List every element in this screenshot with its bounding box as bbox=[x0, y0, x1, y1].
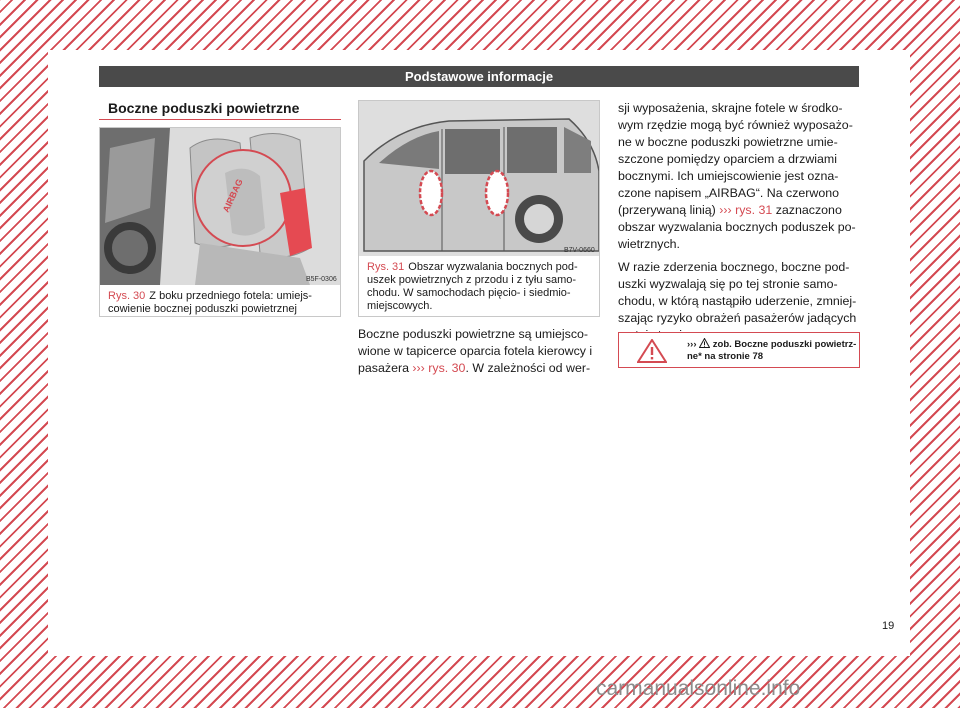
page-number: 19 bbox=[882, 620, 895, 632]
figure-31 bbox=[358, 100, 600, 317]
warning-text bbox=[687, 338, 857, 363]
ref-arrow: ››› bbox=[412, 361, 425, 375]
right-p1-start: sji wyposażenia, skrajne fotele w środko-wym rzędzie mogą być również wyposażo-ne w boczne poduszki powietrzne umie-szczone pomiędzy oparciem a drzwiami bocznymi. Ich umiejscowienie jest ozna-czone napisem „AIRBAG“. Na czerwono (przerywaną linią) bbox=[618, 101, 853, 217]
small-warning-icon bbox=[699, 338, 710, 348]
right-column bbox=[618, 100, 860, 350]
figure-31-image bbox=[359, 101, 599, 256]
warning-box bbox=[618, 332, 860, 368]
figure-30-ref: Rys. 30 bbox=[108, 290, 146, 302]
right-p1-end: zaznaczono obszar wyzwalania bocznych poduszek po-wietrznych. bbox=[618, 203, 856, 251]
figure-31-ref: Rys. 31 bbox=[367, 261, 405, 273]
warning-arrow: ››› bbox=[687, 339, 697, 350]
figure-30-caption-text: Z boku przedniego fotela: umiejs-cowienie bocznej poduszki powietrznej bbox=[108, 290, 312, 315]
figure-30-caption bbox=[108, 290, 336, 316]
figure-31-code: B7V-0660 bbox=[564, 247, 595, 254]
watermark: carmanualsonline.info bbox=[596, 677, 801, 700]
warning-link[interactable]: zob. Boczne poduszki powietrz-ne* na stronie 78 bbox=[687, 339, 857, 362]
figure-30 bbox=[99, 127, 341, 317]
middle-text-start: Boczne poduszki powietrzne są umiejsco-wione w tapicerce oparcia fotela kierowcy i pasażera bbox=[358, 327, 593, 375]
middle-text-end: . W zależności od wer- bbox=[465, 361, 591, 375]
figure-31-caption-text: Obszar wyzwalania bocznych pod-uszek powietrznych z przodu i z tyłu samo-chodu. W samochodach pięcio- i siedmio-miejscowych. bbox=[367, 261, 578, 312]
ref-link-rys-31[interactable]: rys. 31 bbox=[735, 203, 773, 217]
figure-30-image bbox=[100, 128, 340, 285]
title-divider bbox=[99, 119, 341, 120]
page-header: Podstawowe informacje bbox=[99, 66, 859, 87]
section-title: Boczne poduszki powietrzne bbox=[108, 100, 300, 116]
warning-triangle-icon bbox=[637, 339, 667, 363]
ref-arrow: ››› bbox=[719, 203, 732, 217]
right-paragraph-2: W razie zderzenia bocznego, boczne pod-uszki wyzwalają się po tej stronie samo-chodu, w którą nastąpiło uderzenie, zmniej-szając ryzyko obrażeń pasażerów jadących bbox=[618, 260, 857, 325]
airbag-label: AIRBAG bbox=[220, 177, 245, 214]
figure-31-caption bbox=[367, 261, 595, 313]
right-paragraph-1 bbox=[618, 100, 860, 253]
figure-30-code: B5F-0306 bbox=[306, 276, 337, 283]
ref-link-rys-30[interactable]: rys. 30 bbox=[428, 361, 466, 375]
middle-paragraph bbox=[358, 326, 600, 383]
